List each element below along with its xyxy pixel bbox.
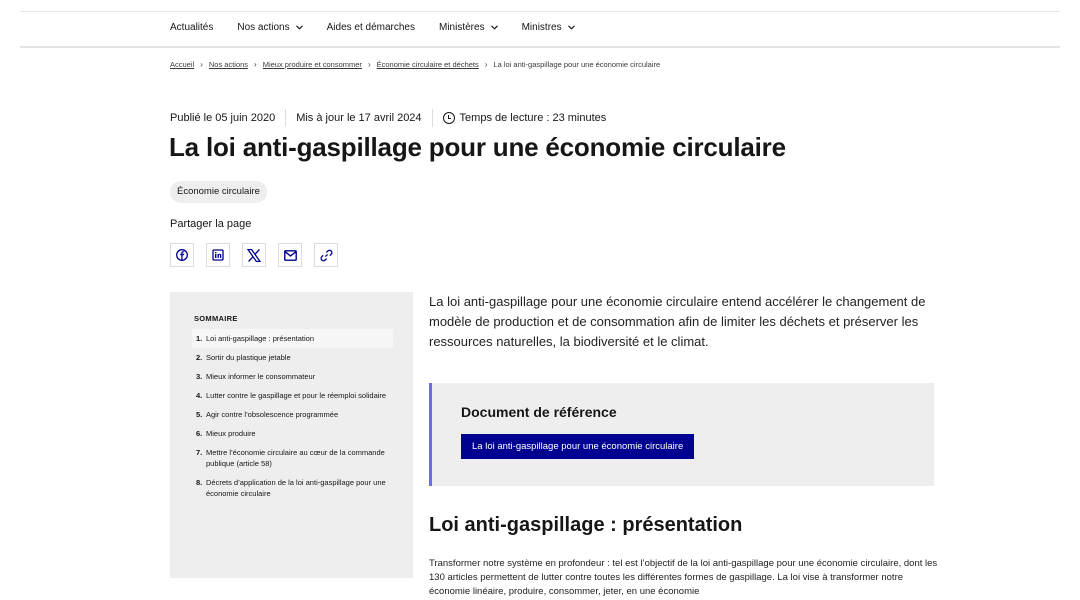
- toc-item-label: Lutter contre le gaspillage et pour le réemploi solidaire: [206, 391, 387, 400]
- toc-item-label: Mettre l’économie circulaire au cœur de la commande publique (article 58): [206, 448, 385, 468]
- linkedin-share-button[interactable]: [206, 243, 230, 267]
- clock-icon: [443, 112, 455, 124]
- toc-item-number: 6.: [196, 429, 203, 438]
- reference-document-title: Document de référence: [461, 404, 617, 420]
- tag-economie-circulaire[interactable]: Économie circulaire: [170, 181, 267, 203]
- toc-item[interactable]: [194, 473, 393, 503]
- published-date: Publié le 05 juin 2020: [170, 112, 276, 124]
- intro-paragraph: La loi anti-gaspillage pour une économie circulaire entend accélérer le changement de modèle de production et de consommation afin de limiter les déchets et préserver les ressources naturelles, la biodiversité et le climat.: [429, 294, 926, 349]
- nav-item-label: Ministres: [521, 22, 562, 33]
- updated-date: Mis à jour le 17 avril 2024: [296, 112, 422, 124]
- nav-item-actualites[interactable]: [170, 22, 213, 33]
- toc-item[interactable]: [192, 329, 393, 348]
- chevron-right-icon: ›: [484, 60, 488, 69]
- nav-item-label: Aides et démarches: [326, 22, 415, 33]
- facebook-share-button[interactable]: [170, 243, 194, 267]
- article-meta: [170, 109, 606, 127]
- toc-item-number: 3.: [196, 372, 203, 381]
- toc-item-label: Mieux produire: [206, 429, 256, 438]
- divider: [20, 11, 1060, 12]
- link-icon: [320, 249, 333, 262]
- toc-item[interactable]: [194, 348, 393, 367]
- breadcrumb-link-nos-actions[interactable]: Nos actions: [208, 60, 249, 69]
- breadcrumb-link-accueil[interactable]: Accueil: [170, 60, 195, 69]
- toc-item-number: 2.: [196, 353, 203, 362]
- nav-item-label: Actualités: [170, 22, 214, 33]
- facebook-icon: [176, 249, 188, 261]
- share-buttons: [170, 243, 338, 267]
- reading-time: Temps de lecture : 23 minutes: [459, 112, 607, 124]
- nav-item-ministeres[interactable]: [439, 22, 498, 33]
- nav-item-ministres[interactable]: [522, 22, 575, 33]
- toc-item-label: Loi anti-gaspillage : présentation: [206, 334, 314, 343]
- reference-document-box: [429, 383, 934, 486]
- section-title: Loi anti-gaspillage : présentation: [429, 514, 743, 536]
- chevron-right-icon: ›: [200, 60, 203, 69]
- breadcrumb-current: La loi anti-gaspillage pour une économie circulaire: [493, 60, 661, 69]
- chevron-down-icon: [296, 23, 303, 32]
- breadcrumb-link-mieux-produire[interactable]: Mieux produire et consommer: [262, 60, 362, 69]
- nav-item-aides[interactable]: [327, 22, 415, 33]
- nav-item-label: Nos actions: [237, 22, 290, 33]
- chevron-down-icon: [568, 23, 575, 32]
- mail-share-button[interactable]: [278, 243, 302, 267]
- toc-item-label: Décrets d’application de la loi anti-gaspillage pour une économie circulaire: [206, 478, 386, 498]
- page-title: La loi anti-gaspillage pour une économie circulaire: [169, 132, 786, 162]
- toc-item-number: 4.: [196, 391, 203, 400]
- toc-item-number: 7.: [196, 448, 203, 457]
- x-icon: [247, 249, 261, 262]
- toc-item[interactable]: [194, 405, 393, 424]
- toc-item[interactable]: [194, 367, 393, 386]
- divider: [20, 46, 1060, 48]
- reference-document-button[interactable]: La loi anti-gaspillage pour une économie circulaire: [461, 434, 694, 459]
- mail-icon: [284, 250, 297, 261]
- x-share-button[interactable]: [242, 243, 266, 267]
- toc-item[interactable]: [194, 386, 393, 405]
- breadcrumb: [170, 60, 660, 69]
- copy-link-button[interactable]: [314, 243, 338, 267]
- toc-item-number: 5.: [196, 410, 203, 419]
- divider: [285, 109, 286, 127]
- chevron-right-icon: ›: [254, 60, 257, 69]
- share-label: Partager la page: [170, 218, 252, 230]
- toc-item[interactable]: [194, 424, 393, 443]
- nav-item-label: Ministères: [439, 22, 485, 33]
- divider: [432, 109, 433, 127]
- nav-menu: [170, 22, 599, 33]
- nav-item-nos-actions[interactable]: [237, 22, 302, 33]
- toc-item-label: Agir contre l’obsolescence programmée: [206, 410, 339, 419]
- toc-title: SOMMAIRE: [194, 314, 238, 323]
- toc-item-label: Mieux informer le consommateur: [206, 372, 316, 381]
- chevron-right-icon: ›: [367, 60, 371, 69]
- toc-item[interactable]: [194, 443, 393, 473]
- chevron-down-icon: [491, 23, 498, 32]
- toc-item-number: 1.: [196, 334, 203, 343]
- toc-item-label: Sortir du plastique jetable: [206, 353, 291, 362]
- main-navigation: [0, 0, 1080, 48]
- table-of-contents: [170, 292, 413, 578]
- section-paragraph: Transformer notre système en profondeur : tel est l’objectif de la loi anti-gaspillage pour une économie circulaire, dont les 130 articles permettent de lutter contre toutes les différentes formes de gaspillage. La loi vise à transformer notre économie linéaire, produire, consommer, jeter, en une économie: [429, 558, 938, 597]
- breadcrumb-link-economie-circulaire[interactable]: Économie circulaire et déchets: [376, 60, 479, 69]
- toc-item-number: 8.: [196, 478, 203, 487]
- linkedin-icon: [212, 249, 224, 261]
